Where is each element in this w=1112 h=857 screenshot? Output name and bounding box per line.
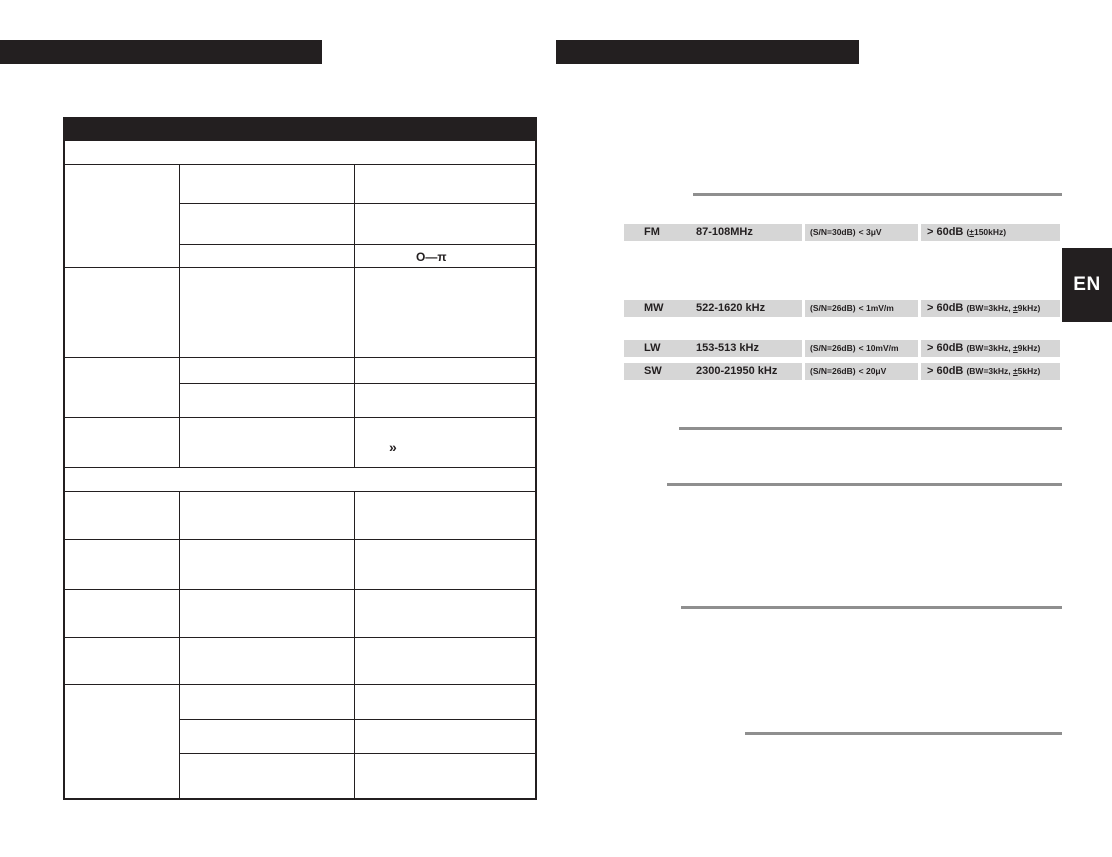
selectivity-open: ( <box>966 227 970 237</box>
sensitivity-value: < 20μV <box>858 366 887 376</box>
fast-forward-icon: » <box>389 439 397 455</box>
row-divider <box>180 203 537 204</box>
selectivity-tail: 5kHz) <box>1017 366 1041 376</box>
selectivity-value: > 60dB <box>927 342 964 354</box>
table-header-bar <box>63 117 537 141</box>
band-range: 87-108MHz <box>696 226 753 238</box>
plus-minus-sign: ± <box>1012 366 1018 376</box>
row-divider <box>63 164 537 165</box>
sensitivity-condition: (S/N=30dB) <box>810 227 856 237</box>
band-range-cell <box>624 363 802 380</box>
row-divider <box>180 383 537 384</box>
selectivity-tail: 9kHz) <box>1017 343 1041 353</box>
row-divider <box>180 719 537 720</box>
row-divider <box>63 357 537 358</box>
row-divider <box>180 753 537 754</box>
section-rule <box>693 193 1062 196</box>
sensitivity-cell <box>805 300 918 317</box>
band-name: FM <box>644 226 660 238</box>
row-divider <box>63 417 537 418</box>
row-divider <box>63 267 537 268</box>
key-lock-icon: O—π <box>416 250 447 264</box>
row-divider <box>63 684 537 685</box>
sensitivity-condition: (S/N=26dB) <box>810 366 856 376</box>
sensitivity-condition: (S/N=26dB) <box>810 343 856 353</box>
column-divider <box>179 164 180 467</box>
selectivity-value: > 60dB <box>927 302 964 314</box>
row-divider <box>63 491 537 492</box>
band-range: 522-1620 kHz <box>696 302 766 314</box>
band-range: 2300-21950 kHz <box>696 365 778 377</box>
sensitivity-condition: (S/N=26dB) <box>810 303 856 313</box>
column-divider <box>354 491 355 798</box>
selectivity-open: (BW=3kHz, <box>966 343 1013 353</box>
plus-minus-sign: ± <box>969 227 974 237</box>
selectivity-tail: 150kHz) <box>973 227 1007 237</box>
band-range-cell <box>624 300 802 317</box>
table-frame <box>63 141 537 800</box>
right-header-bar <box>556 40 859 64</box>
row-divider <box>180 244 537 245</box>
section-rule <box>745 732 1062 735</box>
sensitivity-cell <box>805 340 918 357</box>
band-name: MW <box>644 302 664 314</box>
sensitivity-cell <box>805 363 918 380</box>
band-range-cell <box>624 340 802 357</box>
section-rule <box>681 606 1062 609</box>
plus-minus-sign: ± <box>1012 303 1018 313</box>
selectivity-cell <box>921 340 1060 357</box>
language-tab[interactable] <box>1062 248 1112 322</box>
sensitivity-cell <box>805 224 918 241</box>
plus-minus-sign: ± <box>1012 343 1018 353</box>
language-tab-label: EN <box>1073 274 1101 295</box>
selectivity-value: > 60dB <box>927 365 964 377</box>
band-range: 153-513 kHz <box>696 342 759 354</box>
band-range-cell <box>624 224 802 241</box>
column-divider <box>354 164 355 467</box>
row-divider <box>63 637 537 638</box>
selectivity-tail: 9kHz) <box>1017 303 1041 313</box>
selectivity-cell <box>921 363 1060 380</box>
section-rule <box>667 483 1062 486</box>
row-divider <box>63 539 537 540</box>
selectivity-cell <box>921 300 1060 317</box>
selectivity-value: > 60dB <box>927 226 964 238</box>
band-name: LW <box>644 342 661 354</box>
sensitivity-value: < 3μV <box>858 227 882 237</box>
band-name: SW <box>644 365 662 377</box>
selectivity-cell <box>921 224 1060 241</box>
selectivity-open: (BW=3kHz, <box>966 303 1013 313</box>
section-rule <box>679 427 1062 430</box>
spec-table <box>63 117 537 802</box>
column-divider <box>179 491 180 798</box>
row-divider <box>63 589 537 590</box>
sensitivity-value: < 1mV/m <box>858 303 894 313</box>
left-header-bar <box>0 40 322 64</box>
selectivity-open: (BW=3kHz, <box>966 366 1013 376</box>
row-divider <box>63 467 537 468</box>
sensitivity-value: < 10mV/m <box>858 343 899 353</box>
